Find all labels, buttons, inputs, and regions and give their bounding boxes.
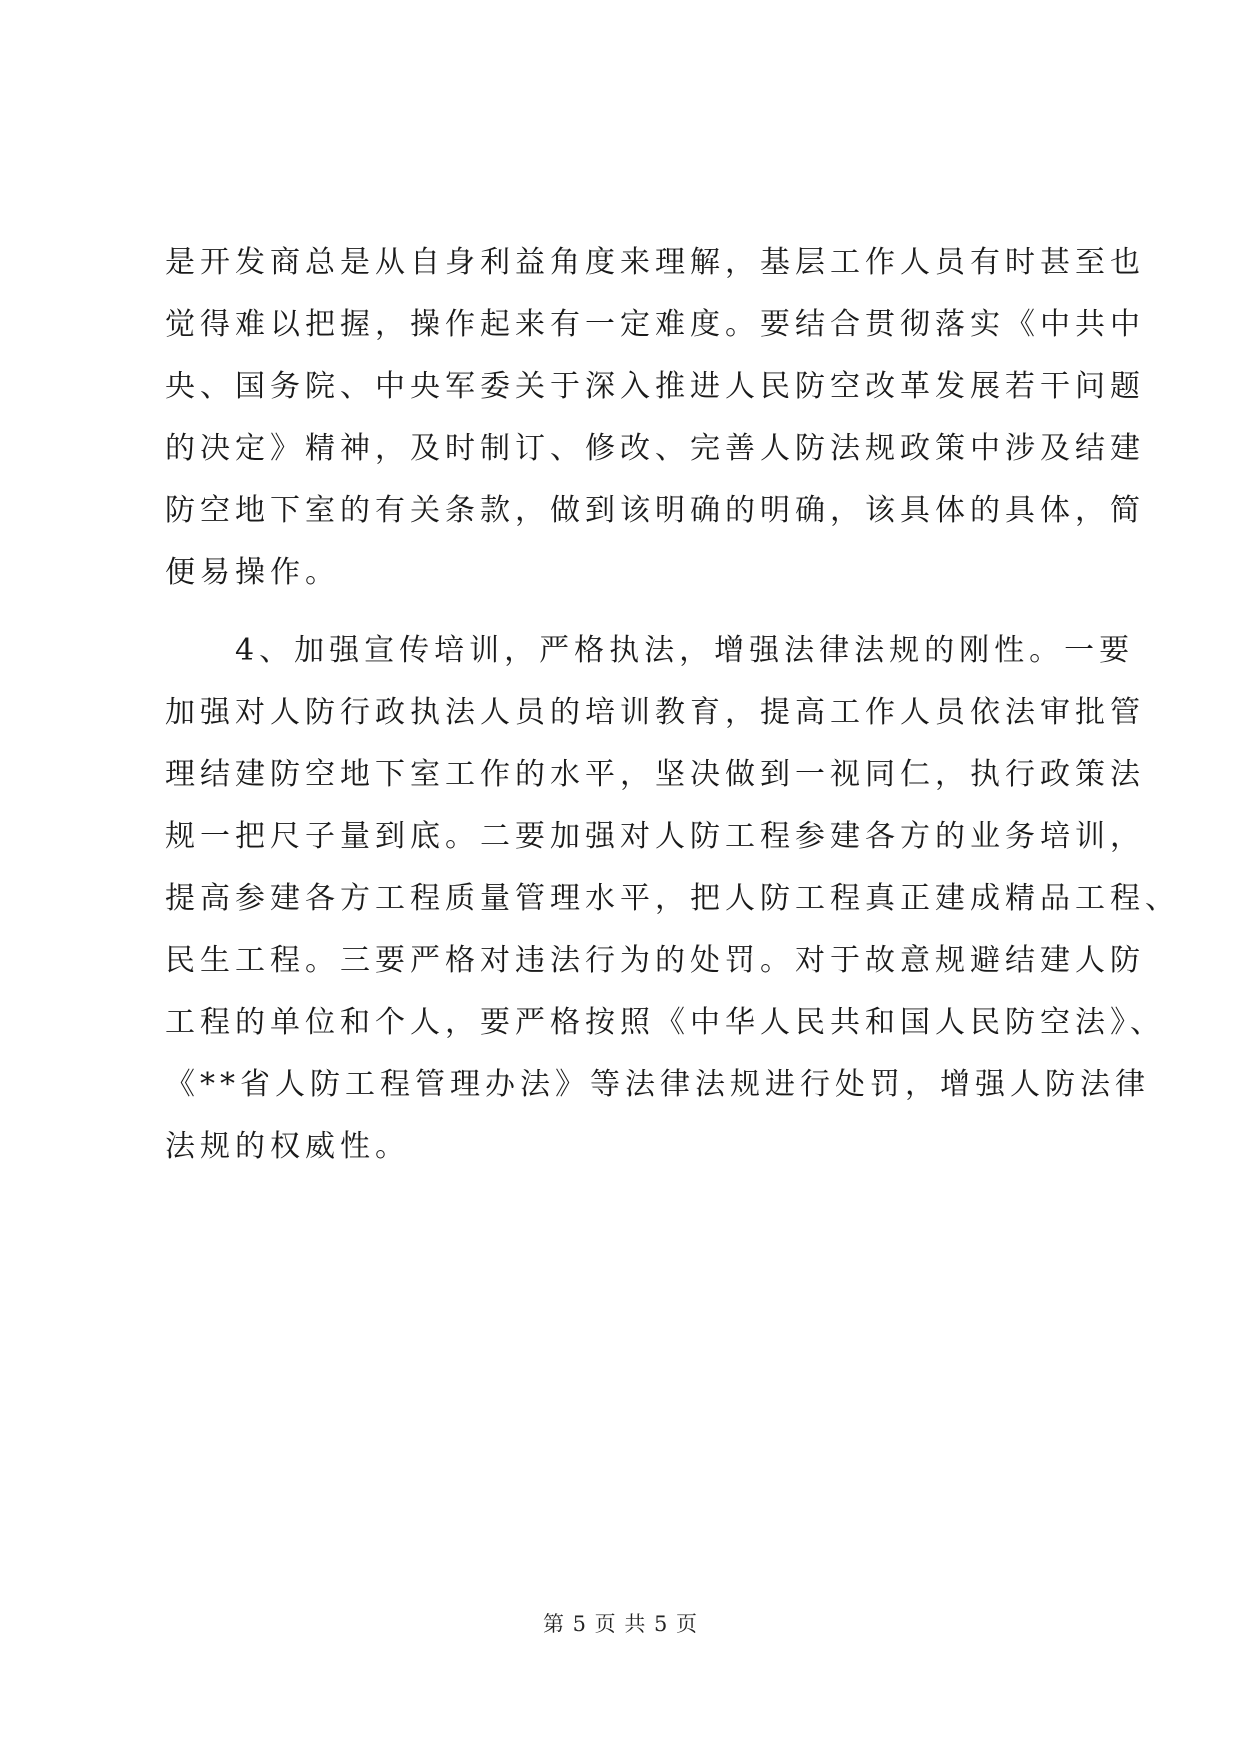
text-line: 工程的单位和个人，要严格按照《中华人民共和国人民防空法》、: [165, 1005, 1165, 1040]
text-line: 法规的权威性。: [165, 1129, 410, 1164]
text-line: 便易操作。: [165, 555, 340, 590]
paragraph-2: [165, 620, 1180, 1178]
body-text: [165, 232, 1180, 1178]
text-line: 提高参建各方工程质量管理水平，把人防工程真正建成精品工程、: [165, 881, 1180, 916]
text-line: 《**省人防工程管理办法》等法律法规进行处罚，增强人防法律: [165, 1067, 1150, 1102]
text-line: 的决定》精神，及时制订、修改、完善人防法规政策中涉及结建: [165, 431, 1145, 466]
text-line: 理结建防空地下室工作的水平，坚决做到一视同仁，执行政策法: [165, 757, 1145, 792]
text-line: 觉得难以把握，操作起来有一定难度。要结合贯彻落实《中共中: [165, 307, 1145, 342]
text-line: 央、国务院、中央军委关于深入推进人民防空改革发展若干问题: [165, 369, 1145, 404]
text-line: 4、加强宣传培训，严格执法，增强法律法规的刚性。一要: [165, 633, 1135, 668]
text-line: 防空地下室的有关条款，做到该明确的明确，该具体的具体，简: [165, 493, 1145, 528]
paragraph-gap: [165, 604, 1085, 620]
text-line: 民生工程。三要严格对违法行为的处罚。对于故意规避结建人防: [165, 943, 1145, 978]
text-line: 加强对人防行政执法人员的培训教育，提高工作人员依法审批管: [165, 695, 1145, 730]
text-line: 规一把尺子量到底。二要加强对人防工程参建各方的业务培训，: [165, 819, 1145, 854]
paragraph-1: [165, 232, 1145, 604]
text-line: 是开发商总是从自身利益角度来理解，基层工作人员有时甚至也: [165, 245, 1145, 280]
page-number-footer: 第 5 页 共 5 页: [542, 1612, 699, 1636]
